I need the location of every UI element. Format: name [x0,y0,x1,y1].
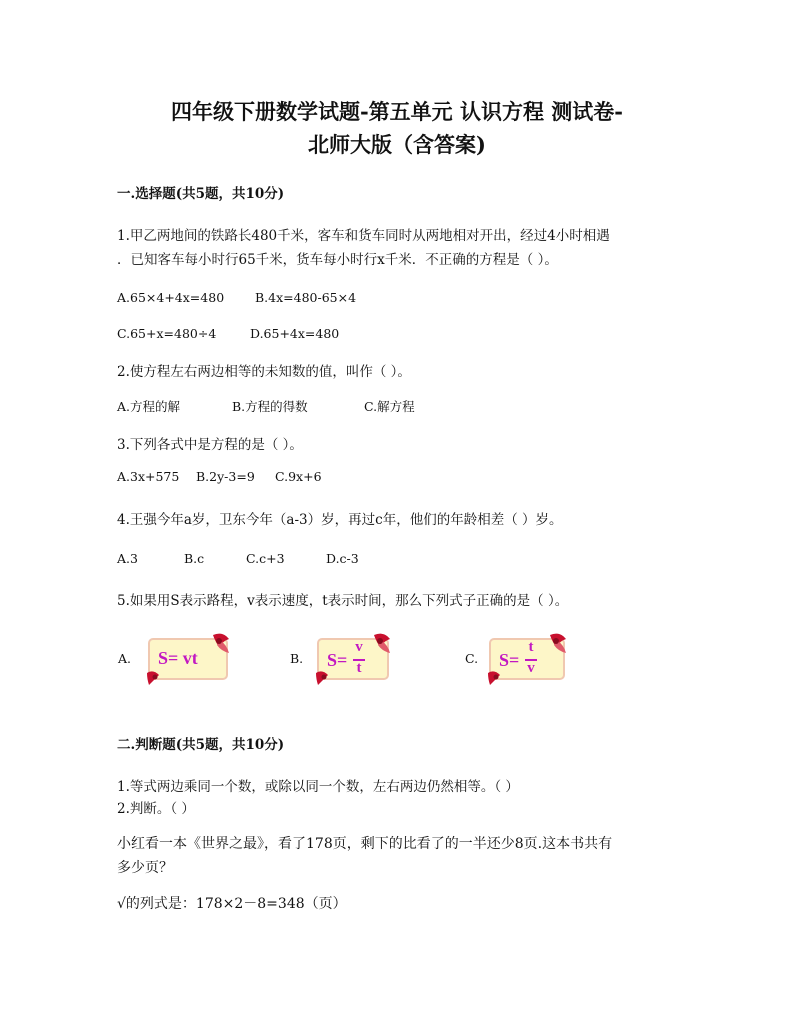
q2-option-c: C.解方程 [364,399,415,414]
q1-stem-line1: 1.甲乙两地间的铁路长480千米，客车和货车同时从两地相对开出，经过4小时相遇 [117,228,610,244]
page-title-line1: 四年级下册数学试题-第五单元 认识方程 测试卷- [170,99,624,124]
q4-option-d: D.c-3 [326,551,359,566]
q1-option-d: D.65+4x=480 [250,326,340,341]
q5-option-a-card [145,631,235,687]
section1-heading: 一.选择题(共5题，共10分) [117,186,285,202]
q5-formula-c-lhs: S= [499,650,520,670]
q5-formula-a: S= vt [158,648,198,668]
q2-stem: 2.使方程左右两边相等的未知数的值，叫作（ ）。 [117,364,411,380]
q2-option-a: A.方程的解 [117,399,181,414]
q2-option-b: B.方程的得数 [232,399,308,414]
q1-option-a: A.65×4+4x=480 [117,290,225,305]
q4-option-b: B.c [184,551,205,566]
q4-stem: 4.王强今年a岁，卫东今年（a-3）岁，再过c年，他们的年龄相差（ ）岁。 [117,512,563,528]
section2-heading: 二.判断题(共5题，共10分) [117,737,285,753]
q5-option-a-label: A. [118,651,132,666]
q5-option-b-card [314,631,404,687]
q4-option-a: A.3 [117,551,138,566]
q3-option-c: C.9x+6 [275,469,322,484]
page-title-line2: 北师大版（含答案) [308,132,486,157]
q5-formula-c-denominator: v [527,660,535,676]
s2-q2-passage-line3: √的列式是：178×2－8=348（页） [117,896,347,912]
s2-q1-stem: 1.等式两边乘同一个数，或除以同一个数，左右两边仍然相等。（ ） [117,779,519,795]
q5-formula-c-numerator: t [528,639,534,655]
q5-formula-b-denominator: t [356,660,362,676]
q1-option-b: B.4x=480-65×4 [255,290,357,305]
q5-option-c-card [486,631,576,687]
q3-stem: 3.下列各式中是方程的是（ ）。 [117,437,303,453]
q3-option-b: B.2y-3=9 [196,469,255,484]
s2-q2-passage-line2: 多少页？ [117,860,173,876]
s2-q2-stem: 2.判断。（ ） [117,801,195,817]
q1-stem-line2: ．已知客车每小时行65千米，货车每小时行x千米．不正确的方程是（ ）。 [117,252,558,268]
s2-q2-passage-line1: 小红看一本《世界之最》，看了178页，剩下的比看了的一半还少8页.这本书共有 [117,836,613,852]
q5-formula-b-lhs: S= [327,650,348,670]
q1-option-c: C.65+x=480÷4 [117,326,217,341]
q5-formula-b-numerator: v [355,639,363,655]
q3-option-a: A.3x+575 [117,469,180,484]
q4-option-c: C.c+3 [246,551,285,566]
q5-option-b-label: B. [290,651,304,666]
q5-stem: 5.如果用S表示路程，v表示速度，t表示时间，那么下列式子正确的是（ ）。 [117,593,569,609]
q5-option-c-label: C. [465,651,479,666]
